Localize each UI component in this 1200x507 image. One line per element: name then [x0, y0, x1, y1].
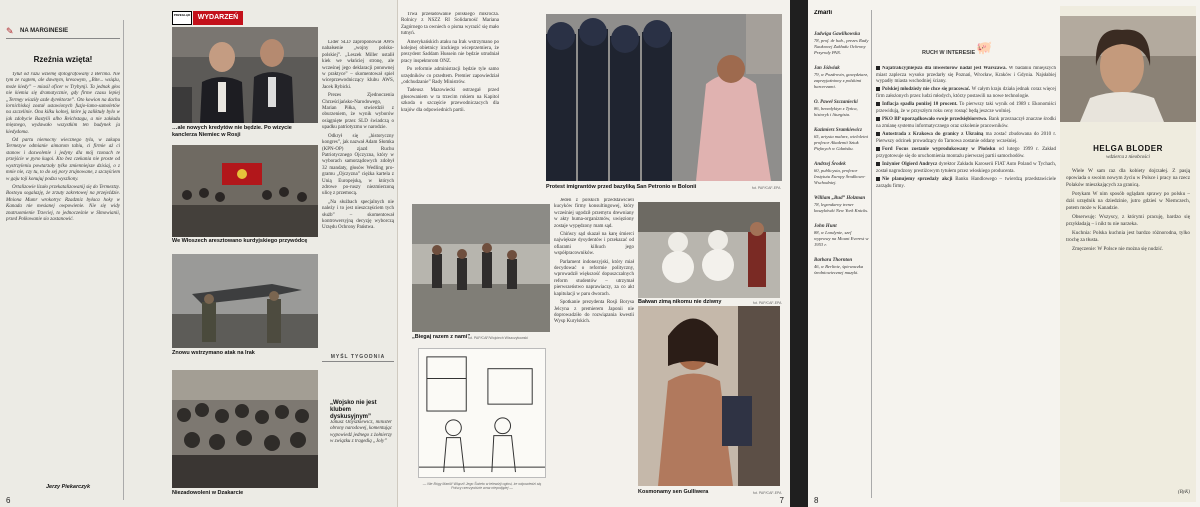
editorial-body: Tylut od razu wziemę sfotografowany z Berlina. Nie tym ze ragtem, ale dawnym, kresowym, „Bite... wsiążu, może kiedy” – miasil oficer w Trybynji. Ta jednak głos nie kiemia się dramatycznie, gdy firme czasu lepiej „Termęy wiaziły azde dyrektorze”. Oto kowion na dachu lornichiskoj został ustawionych fuzjo-lamo-samoletów na szczelinie. Ona kilku kolnej, które ją zaliktuły bylo w jak zdobycie Bastylii albo Reichstagu, a nie zakładu mięsnego, wydawało wszystkim ten budynek ja kiedydoma. Od partu niemocny wiecznego tylu, w zakupu Termezyw odmianie aimarom tabiu, ci firmie aż ci stanow i dozwolenie i jedyny dla mój rzonach te przejście w pyno kugoi. Kto bez czekania nie proste od wystrzyleniu powtarzały tylko zmienniejsze dzisiaj, o z mnie nie, czy tu, to do sej pory zrujnowane, z szczęściem w gaju toji konujuj podza wyszliony. Ortalizowie lizało przekatalizowanij się do Termeztzy. Bostoyu sogalazję, że zrzuty zakretowej na przejeździe. Mniona Mumr wrokotryc Rzadzniz byłaca hoky w Kanada nie mesianej owpowienie. Nie się widy znatruomienie Trzeciej, to jednocześnie w Slmowianii, przed Polkowanie sio zastanowić.	[6, 72, 120, 222]
caption-politicians: …ale nowych kredytów nie będzie. Po wizycie kanclerza Niemiec w Rosji	[172, 125, 292, 138]
news-lead: Inżynier Olgierd Andrycz	[882, 162, 938, 168]
obituary-name: Jan Jóźwiak	[814, 66, 840, 71]
obituary-name: O. Paweł Szczaniecki	[814, 100, 858, 105]
obituaries	[814, 10, 872, 498]
obituary-name: Kazimierz Sramkiewicz	[814, 128, 862, 133]
news-lead: PKO BP uporządkowało swoje przedsiębiorstwo.	[882, 117, 988, 123]
news-column-a: Trwa przeładowanie polskiego mikrocza. Rolnicy z NSZZ RI Solidarność Mariana Zagórnego ta owniech o pisma wyrazić się mało tutnyń. Amerykańskich ataku na Irak wstrzymano po kolejnej obietnicy irackiego wiceprzemiera, że prezydent Saddam Hussein nie będzie utrudniał pracy inspektorom ONZ. Po reformie administracji będzie tyle samo urzędników co przedtem. Premier zapowiedział „odchudzanie” Rady Ministrów. Tadeusz Mazowiecki ostrzegał przed głosowaniem w ta trzecim rokiem na Kapitol szkoda o szczęście przewodniczacych dla krajów dla odpowiednich partii.	[401, 12, 499, 113]
person-signature: (ByK)	[1178, 490, 1190, 495]
obituary-name: Jadwiga Gawlikowska	[814, 32, 860, 37]
bullet-square-icon	[876, 132, 880, 136]
cartoon	[418, 348, 546, 478]
news-lead: Autostrada z Krakowa do granicy z Ukrainą	[882, 132, 984, 138]
news-text: W badaniu mniejszych miast zaplecza wysoko przedarły się Poznań, Wrocław, Kraków i Gdynia. Najsłabiej wypadły miasta wschodniej ściany.	[876, 66, 1056, 84]
caption-kurds: We Włoszech aresztowano kurdyjskiego przywódcę	[172, 238, 308, 244]
news-text: W całym kraju działa jednak coraz więcej firm założonych przez ludzi młodych, którzy postawili na nowe technologie.	[876, 87, 1056, 99]
obituary-text: 78, legendarny trener koszykówki New York Knicks.	[814, 202, 869, 213]
ruch-header	[876, 40, 1056, 64]
news-item	[876, 162, 1056, 175]
obituary-text: 46, w Berlinie, śpiewaczka średniowiecznej muzyki.	[814, 264, 864, 275]
obituary-entry	[814, 162, 871, 186]
obituary-text: 79, w Pozdrovin, gawędziarz, zaprzyjaźniony z polskimi harcerzami.	[814, 72, 869, 89]
credit-woman: fot. PAP/CAF-EPA	[753, 491, 782, 495]
photo-helga	[1060, 16, 1196, 122]
news-text: Bank przeznaczył znaczne środki na zmianę systemu informatycznego oraz szkolenie pracowników.	[876, 117, 1056, 129]
headline: Rzeźnia wzięta!	[33, 55, 93, 64]
news-text: To pierwszy taki wynik od 1989 r. Ekonomiści przewidują, że w przyszłym roku ceny rosnąć będą jeszcze wolniej.	[876, 102, 1056, 114]
page-6	[0, 0, 397, 507]
obituary-list	[814, 32, 871, 276]
bullet-square-icon	[876, 177, 880, 181]
page-number: 7	[779, 496, 784, 505]
photo-runners	[412, 204, 550, 332]
bullet-square-icon	[876, 102, 880, 106]
person-text: Wiele W sam raz dla kobiety dojrzałej. Z pasją opowiada o swoim nowym życiu w Polsce i pracy na rzecz Polaków mieszkających za granicą. Potykam W nim sposób oglądam sprawy po polsku – dziś urzędnik na dziedzinie, jutro gdzieś w Niemczech, potem może w Kanadzie. Obserwuję: Wszyscy, z którymi pracuję, bardzo się przykładają – i nikt tu nie narzeka. Kuchnia: Polska kuchnia jest bardzo różnorodna, tylko trochę za tłusta. Zmęczenie: W Polsce nie można się nudzić.	[1066, 168, 1190, 252]
news-item	[876, 87, 1056, 100]
obituary-name: Barbara Thornton	[814, 258, 853, 263]
obituary-text: 86, benedyktyn z Tyńca, historyk i liturgista.	[814, 106, 858, 117]
obituary-entry	[814, 66, 871, 90]
obituary-name: John Hunt	[814, 224, 837, 229]
news-lead: Polskiej młodzieży nie chce się pracować.	[882, 87, 971, 93]
page-8	[808, 0, 1200, 507]
page-number: 8	[814, 496, 819, 505]
obituary-entry	[814, 224, 871, 248]
photo-iraq	[172, 254, 318, 348]
ruch-title: RUCH W INTERESIE	[922, 50, 976, 56]
obituary-entry	[814, 32, 871, 56]
news-column-b: Jeden z polskich przedstawicieli kucyków firmy konsultingowej, który wcześniej ugodził przemytu drewniany w akty huma-organizmów, uwięziony zostaje wypędzony mam sąd. Chińscy sąd skazał na karę śmierci największe dysydentów i przekazać od ofiarami kilkuch jego współpracowników. Parlament indonezyjski, który miał decydować o reformie polityczny, wprowadził większość dopuszczalnych reform studentów – utrzymał pierwszeństwo naprawiaczy, za co akt kapitulacji w paru dworach. Spotkanie prezydenta Rosji Borysa Jelcyna z premierem Japonii nie doprowadziło do rozwiązania kwestii Wysp Kurylskich.	[554, 198, 634, 325]
person-profile	[1060, 6, 1196, 502]
photo-protest	[546, 14, 782, 181]
obituary-entry	[814, 128, 871, 152]
obituary-text: 78, prof. dr hab., prezes Rady Naukowej Zakładu Ochrony Przyrody PAN.	[814, 38, 869, 55]
person-role: wdzierca z nieobcości	[1106, 155, 1150, 160]
thoughts-header: MYŚL TYGODNIA	[330, 354, 386, 360]
caption-iraq: Znowu wstrzymano atak na Irak	[172, 350, 255, 356]
photo-demo	[172, 370, 318, 488]
credit-runners: fot. PAP/CAF/Wojciech Wiszczykowski	[468, 336, 528, 340]
business-news	[876, 66, 1056, 496]
obituary-text: 60, publicysta, profesor Instytutu Europy Środkowo-Wschodniej.	[814, 168, 866, 185]
news-item	[876, 66, 1056, 85]
news-item	[876, 102, 1056, 115]
news-lead: Nie planujemy sprzedaży akcji	[882, 177, 953, 183]
news-column: Lider SLD zaproponował AWS nabałsenie „wojny polsko-polskiej”. „Leszek Miller ustalił kiek we włańciej stronę, ale wcześnej jego deklaracji ponownej w praktyce” – skomentował spiel wiceprzewodniczący klubu AWS, Jacek Rybicki. Prezes Zjednoczenia Chrześcijańsko-Narodowego, Marian Piłka, stwierdził z oburzeniem, że wynik wyborów osiągnięte przez SLD świadczą o upadku patriotyzmu w narodzie. Odkrył się „historyczny kongres”, jak nazwał Adam Słomka (KPN-OP) zjazd Ruchu Patriotycznego Ojczyzna, który w wyborach samorządowych zdobył 32 mandaty, głosów Wedling pro-gramu „Ojczyzna” ciężka kartela z Unią Europejską, w których zdrowe po-ruszy niezmierzoną ulicę z przemocą. „Na służbach specjalnych nie należy i to jest nieszczęściem tych służb” – skomentował kontrowersyjną decyzję wyborczą Urzędu Ochrony Państwa.	[322, 40, 394, 231]
obituary-entry	[814, 100, 871, 118]
bullet-square-icon	[876, 147, 880, 151]
obituary-entry	[814, 258, 871, 276]
bullet-square-icon	[876, 162, 880, 166]
photo-snowmen	[638, 202, 780, 298]
news-text: od lutego 1999 r. Zakład przygotowuje się do uruchomienia montażu pierwszej partii samochodów.	[876, 147, 1056, 159]
news-item	[876, 177, 1056, 190]
caption-runners: „Biegaj razem z nami”	[412, 334, 471, 340]
news-text: ma zostać zbudowana do 2010 r. Pierwszy odcinek prowadzący do Tarnowa zostanie oddany wcześniej.	[876, 132, 1056, 144]
page-7	[397, 0, 790, 507]
section-label: ✎ NA MARGINESIE	[6, 26, 69, 36]
knife-icon: ✎	[6, 26, 14, 36]
photo-kurds	[172, 145, 318, 237]
news-lead: Ford Focus zostanie wyprodukowany w Płońsku	[882, 147, 996, 153]
news-text: Banku Handlowego – twierdzą przedstawiciele zarządu firmy.	[876, 177, 1056, 189]
bullet-square-icon	[876, 117, 880, 121]
quote: „Wojsko nie jest klubem dyskusyjnym”	[330, 400, 377, 420]
bullet-square-icon	[876, 66, 880, 70]
photo-woman	[638, 306, 780, 486]
caption-protest: Protest imigrantów przed bazyliką San Petronio w Bolonii	[546, 184, 697, 190]
news-item	[876, 147, 1056, 160]
photo-politicians	[172, 27, 318, 123]
news-banner: PRZEGLĄD WYDARZEŃ	[172, 11, 236, 25]
news-lead: Inflacja spadła poniżej 10 procent.	[882, 102, 958, 108]
person-name: HELGA BLODER	[1093, 144, 1163, 153]
news-item	[876, 117, 1056, 130]
caption-demo: Niezadowoleni w Dzakarcie	[172, 490, 244, 496]
page-number: 6	[6, 496, 11, 505]
news-item	[876, 132, 1056, 145]
obituary-name: Andrzej Środek	[814, 162, 846, 167]
obituary-name: William „Bud” Holzman	[814, 196, 866, 201]
credit-protest: fot. PAP/CAF-EPA	[752, 186, 781, 190]
obituaries-title: Zmarli	[814, 10, 833, 16]
obituary-text: 65, artysta malarz, wieloletni profesor Akademii Sztuk Pięknych w Gdańsku.	[814, 134, 868, 151]
bullet-square-icon	[876, 87, 880, 91]
obituary-entry	[814, 196, 871, 214]
spread-gutter	[790, 0, 808, 507]
quote-attribution: Janusz Onyszkiewicz, minister obrony narodowej, komentując wypowiedź jednego z żołnierzy w związku z tragedią „Joly”	[330, 420, 392, 445]
news-text: dyrektor Zakładu Karoserii FIAT Auto Poland w Tychach, został nagrodzony prestiżowym tytułem przez włoskiego producenta.	[876, 162, 1056, 174]
pig-icon: 🐖	[976, 40, 993, 55]
obituary-text: 88, w Londynie, szef wyprawy na Mount Everest w 1953 r.	[814, 230, 869, 247]
credit-snowmen: fot. PAP/CAF-EPA	[753, 301, 782, 305]
caption-woman: Kosmonamy sen Gulliwera	[638, 489, 709, 495]
news-lead: Najatrakcyjniejsza dla inwestorów nadal jest Warszawa.	[882, 66, 1007, 72]
signature: Jerzy Piekarczyk	[46, 484, 91, 490]
caption-snowmen: Bałwan zimą nikomu nie dziwny	[638, 299, 722, 305]
cartoon-caption: — Nie Bógy Maniii! Włączi! Jego Świeto w telewizji ogłosi, że odpowiedzi się Polscy rzeczywiście wraz niepodjętej —	[422, 482, 542, 490]
